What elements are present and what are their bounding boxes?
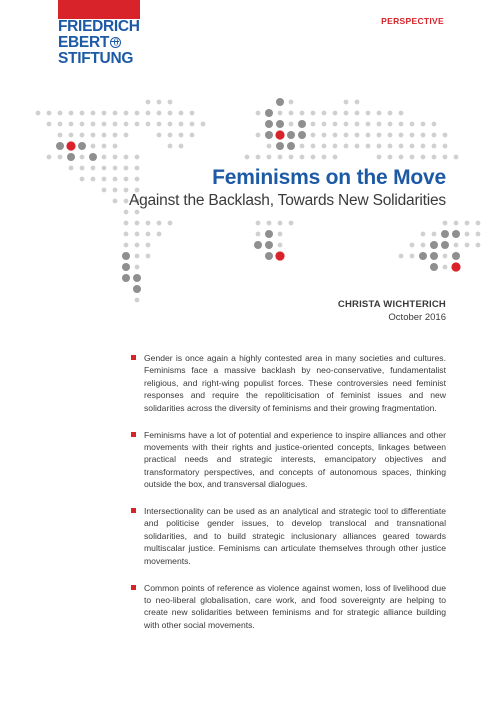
map-dot [430, 252, 438, 260]
map-dot [190, 122, 195, 127]
map-dot [168, 111, 173, 116]
map-dot [344, 144, 349, 149]
map-dot [377, 122, 382, 127]
map-dot [133, 274, 141, 282]
map-dot [89, 153, 97, 161]
map-dot [454, 221, 459, 226]
map-dot [113, 155, 118, 160]
map-dot [146, 243, 151, 248]
square-bullet-icon [131, 432, 136, 437]
map-dot [410, 122, 415, 127]
map-dot [102, 155, 107, 160]
map-dot [135, 155, 140, 160]
map-dot [377, 144, 382, 149]
map-dot [124, 232, 129, 237]
map-dot [298, 131, 306, 139]
map-dot [298, 120, 306, 128]
map-dot [432, 122, 437, 127]
map-dot [168, 100, 173, 105]
map-dot [267, 155, 272, 160]
map-dot [333, 133, 338, 138]
map-dot [410, 144, 415, 149]
map-dot [47, 155, 52, 160]
map-dot [443, 155, 448, 160]
publication-date: October 2016 [388, 312, 446, 323]
map-dot [476, 232, 481, 237]
map-highlight-dot [66, 141, 75, 150]
map-dot [441, 230, 449, 238]
map-dot [465, 243, 470, 248]
map-dot [443, 221, 448, 226]
map-dot [157, 133, 162, 138]
map-dot [377, 133, 382, 138]
map-dot [430, 263, 438, 271]
map-dot [322, 155, 327, 160]
map-dot [146, 254, 151, 259]
map-dot [265, 120, 273, 128]
map-dot [454, 155, 459, 160]
map-dot [344, 111, 349, 116]
map-dot [113, 133, 118, 138]
map-dot [265, 252, 273, 260]
map-dot [430, 241, 438, 249]
map-dot [256, 232, 261, 237]
map-dot [410, 133, 415, 138]
map-dot [289, 122, 294, 127]
map-dot [421, 155, 426, 160]
map-dot [377, 155, 382, 160]
map-dot [168, 133, 173, 138]
map-highlight-dot [275, 251, 284, 260]
map-dot [399, 155, 404, 160]
map-dot [80, 155, 85, 160]
map-dot [267, 221, 272, 226]
map-dot [133, 285, 141, 293]
map-dot [276, 142, 284, 150]
map-dot [267, 144, 272, 149]
map-dot [276, 120, 284, 128]
map-dot [311, 155, 316, 160]
map-dot [333, 144, 338, 149]
map-dot [91, 133, 96, 138]
map-dot [452, 230, 460, 238]
map-dot [355, 111, 360, 116]
map-dot [355, 144, 360, 149]
summary-text: Gender is once again a highly contested area in many societies and cultures. Feminisms face a massive backlash by neo-conservative, fundamentalist religious, and right-wing populist forces. These controversies need feminist responses and require the repoliticisation of feminist issues and new solidarities across the diversity of feminisms and their growing fragmentation. [144, 353, 446, 413]
map-dot [80, 133, 85, 138]
map-dot [265, 241, 273, 249]
map-dot [322, 122, 327, 127]
map-dot [135, 254, 140, 259]
map-dot [289, 111, 294, 116]
map-dot [452, 252, 460, 260]
map-dot [201, 122, 206, 127]
map-dot [421, 122, 426, 127]
map-dot [311, 111, 316, 116]
map-dot [355, 133, 360, 138]
map-dot [157, 221, 162, 226]
map-dot [146, 111, 151, 116]
map-dot [146, 221, 151, 226]
map-dot [254, 241, 262, 249]
map-dot [135, 265, 140, 270]
map-dot [311, 122, 316, 127]
map-dot [410, 243, 415, 248]
map-dot [355, 122, 360, 127]
map-dot [421, 243, 426, 248]
map-dot [124, 221, 129, 226]
map-dot [333, 111, 338, 116]
map-dot [287, 131, 295, 139]
map-dot [278, 155, 283, 160]
map-dot [135, 232, 140, 237]
map-dot [410, 155, 415, 160]
summary-item [131, 352, 446, 414]
map-dot [157, 122, 162, 127]
map-dot [300, 155, 305, 160]
map-dot [300, 144, 305, 149]
map-dot [67, 153, 75, 161]
map-dot [58, 111, 63, 116]
map-dot [157, 100, 162, 105]
map-dot [124, 122, 129, 127]
map-dot [78, 142, 86, 150]
map-dot [388, 111, 393, 116]
map-dot [421, 232, 426, 237]
map-dot [135, 210, 140, 215]
map-dot [102, 111, 107, 116]
map-dot [256, 111, 261, 116]
map-dot [135, 122, 140, 127]
map-dot [124, 155, 129, 160]
map-dot [102, 144, 107, 149]
summary-text: Feminisms have a lot of potential and experience to inspire alliances and other movements with their rights and justice-oriented concepts, linkages between practical needs and strategic interests, emancipatory objectives and transformatory perspectives, and concepts of autonomous spaces, thinking outside the box, and transversal dialogues. [144, 429, 446, 490]
map-dot [190, 133, 195, 138]
map-dot [69, 122, 74, 127]
map-dot [245, 155, 250, 160]
map-dot [399, 133, 404, 138]
map-dot [179, 133, 184, 138]
map-dot [91, 144, 96, 149]
map-dot [47, 111, 52, 116]
map-dot [355, 100, 360, 105]
map-dot [122, 263, 130, 271]
map-dot [333, 122, 338, 127]
map-dot [146, 100, 151, 105]
map-dot [443, 254, 448, 259]
map-dot [388, 144, 393, 149]
map-dot [168, 144, 173, 149]
map-dot [465, 232, 470, 237]
document-subtitle: Against the Backlash, Towards New Solidarities [128, 192, 446, 209]
square-bullet-icon [131, 508, 136, 513]
map-dot [311, 133, 316, 138]
map-dot [157, 111, 162, 116]
summary-text: Intersectionality can be used as an analytical and strategic tool to differentiate and politicise gender issues, to develop translocal and transnational solidarities, and to build strategic inclusionary alliances geared towards multiscalar justice. Feminisms can articulate themselves through other justice movements. [144, 506, 446, 566]
map-dot [135, 243, 140, 248]
map-dot [366, 111, 371, 116]
map-dot [102, 133, 107, 138]
map-dot [256, 221, 261, 226]
map-dot [454, 243, 459, 248]
map-dot [443, 144, 448, 149]
map-dot [265, 230, 273, 238]
map-dot [476, 243, 481, 248]
map-dot [322, 144, 327, 149]
map-dot [278, 232, 283, 237]
summary-item [131, 505, 446, 567]
map-dot [388, 122, 393, 127]
map-dot [443, 265, 448, 270]
map-dot [432, 155, 437, 160]
map-dot [113, 111, 118, 116]
map-dot [399, 144, 404, 149]
map-dot [265, 109, 273, 117]
map-dot [366, 122, 371, 127]
map-dot [113, 144, 118, 149]
map-dot [124, 133, 129, 138]
map-dot [256, 155, 261, 160]
dotted-world-map [0, 0, 504, 330]
author-name: CHRISTA WICHTERICH [337, 299, 446, 310]
map-dot [421, 133, 426, 138]
map-dot [476, 221, 481, 226]
map-dot [287, 142, 295, 150]
map-dot [278, 243, 283, 248]
map-dot [69, 133, 74, 138]
map-dot [441, 241, 449, 249]
map-dot [388, 133, 393, 138]
map-dot [179, 144, 184, 149]
map-dot [36, 111, 41, 116]
map-dot [289, 155, 294, 160]
map-dot [146, 122, 151, 127]
logo-line-2: EBERT [58, 35, 158, 51]
map-dot [388, 155, 393, 160]
map-dot [432, 133, 437, 138]
map-dot [56, 142, 64, 150]
map-dot [168, 122, 173, 127]
map-dot [157, 232, 162, 237]
map-dot [465, 221, 470, 226]
square-bullet-icon [131, 355, 136, 360]
map-dot [289, 100, 294, 105]
map-dot [289, 221, 294, 226]
map-dot [124, 210, 129, 215]
map-dot [333, 155, 338, 160]
map-dot [80, 122, 85, 127]
map-dot [146, 232, 151, 237]
map-dot [443, 133, 448, 138]
map-dot [322, 133, 327, 138]
map-dot [91, 122, 96, 127]
map-dot [69, 111, 74, 116]
map-dot [91, 111, 96, 116]
map-dot [322, 111, 327, 116]
map-highlight-dot [451, 262, 460, 271]
map-dot [113, 122, 118, 127]
logo-line-3: STIFTUNG [58, 50, 134, 67]
map-dot [344, 100, 349, 105]
map-dot [399, 122, 404, 127]
map-dot [432, 144, 437, 149]
summary-item [131, 429, 446, 491]
map-dot [265, 131, 273, 139]
summary-text: Common points of reference as violence against women, loss of livelihood due to neo-liberal globalisation, care work, and food sovereignty are helping to create new solidarities between feminisms and for strategic alliance building with other social movements. [144, 582, 446, 630]
map-dot [344, 133, 349, 138]
series-label: PERSPECTIVE [381, 16, 444, 26]
summary-item [131, 582, 446, 632]
map-dot [311, 144, 316, 149]
map-dot [124, 111, 129, 116]
document-title: Feminisms on the Move [212, 166, 446, 189]
map-dot [58, 122, 63, 127]
map-dot [399, 111, 404, 116]
map-dot [135, 111, 140, 116]
map-dot [190, 111, 195, 116]
map-dot [102, 122, 107, 127]
map-dot [399, 254, 404, 259]
map-dot [419, 252, 427, 260]
map-dot [410, 254, 415, 259]
map-dot [179, 111, 184, 116]
map-dot [179, 122, 184, 127]
map-highlight-dot [275, 130, 284, 139]
summary-list [131, 352, 446, 646]
square-bullet-icon [131, 585, 136, 590]
map-dot [135, 221, 140, 226]
map-dot [366, 144, 371, 149]
map-dot [122, 252, 130, 260]
map-dot [122, 274, 130, 282]
map-dot [300, 111, 305, 116]
map-dot [278, 221, 283, 226]
map-dot [276, 98, 284, 106]
map-dot [344, 122, 349, 127]
logo-line-1: FRIEDRICH [58, 18, 140, 35]
map-dot [278, 111, 283, 116]
map-dot [47, 122, 52, 127]
map-dot [366, 133, 371, 138]
map-dot [421, 144, 426, 149]
map-dot [124, 243, 129, 248]
map-dot [168, 221, 173, 226]
map-dot [58, 155, 63, 160]
map-dot [58, 133, 63, 138]
map-dot [256, 133, 261, 138]
map-dot [80, 111, 85, 116]
map-dot [377, 111, 382, 116]
map-dot [432, 232, 437, 237]
